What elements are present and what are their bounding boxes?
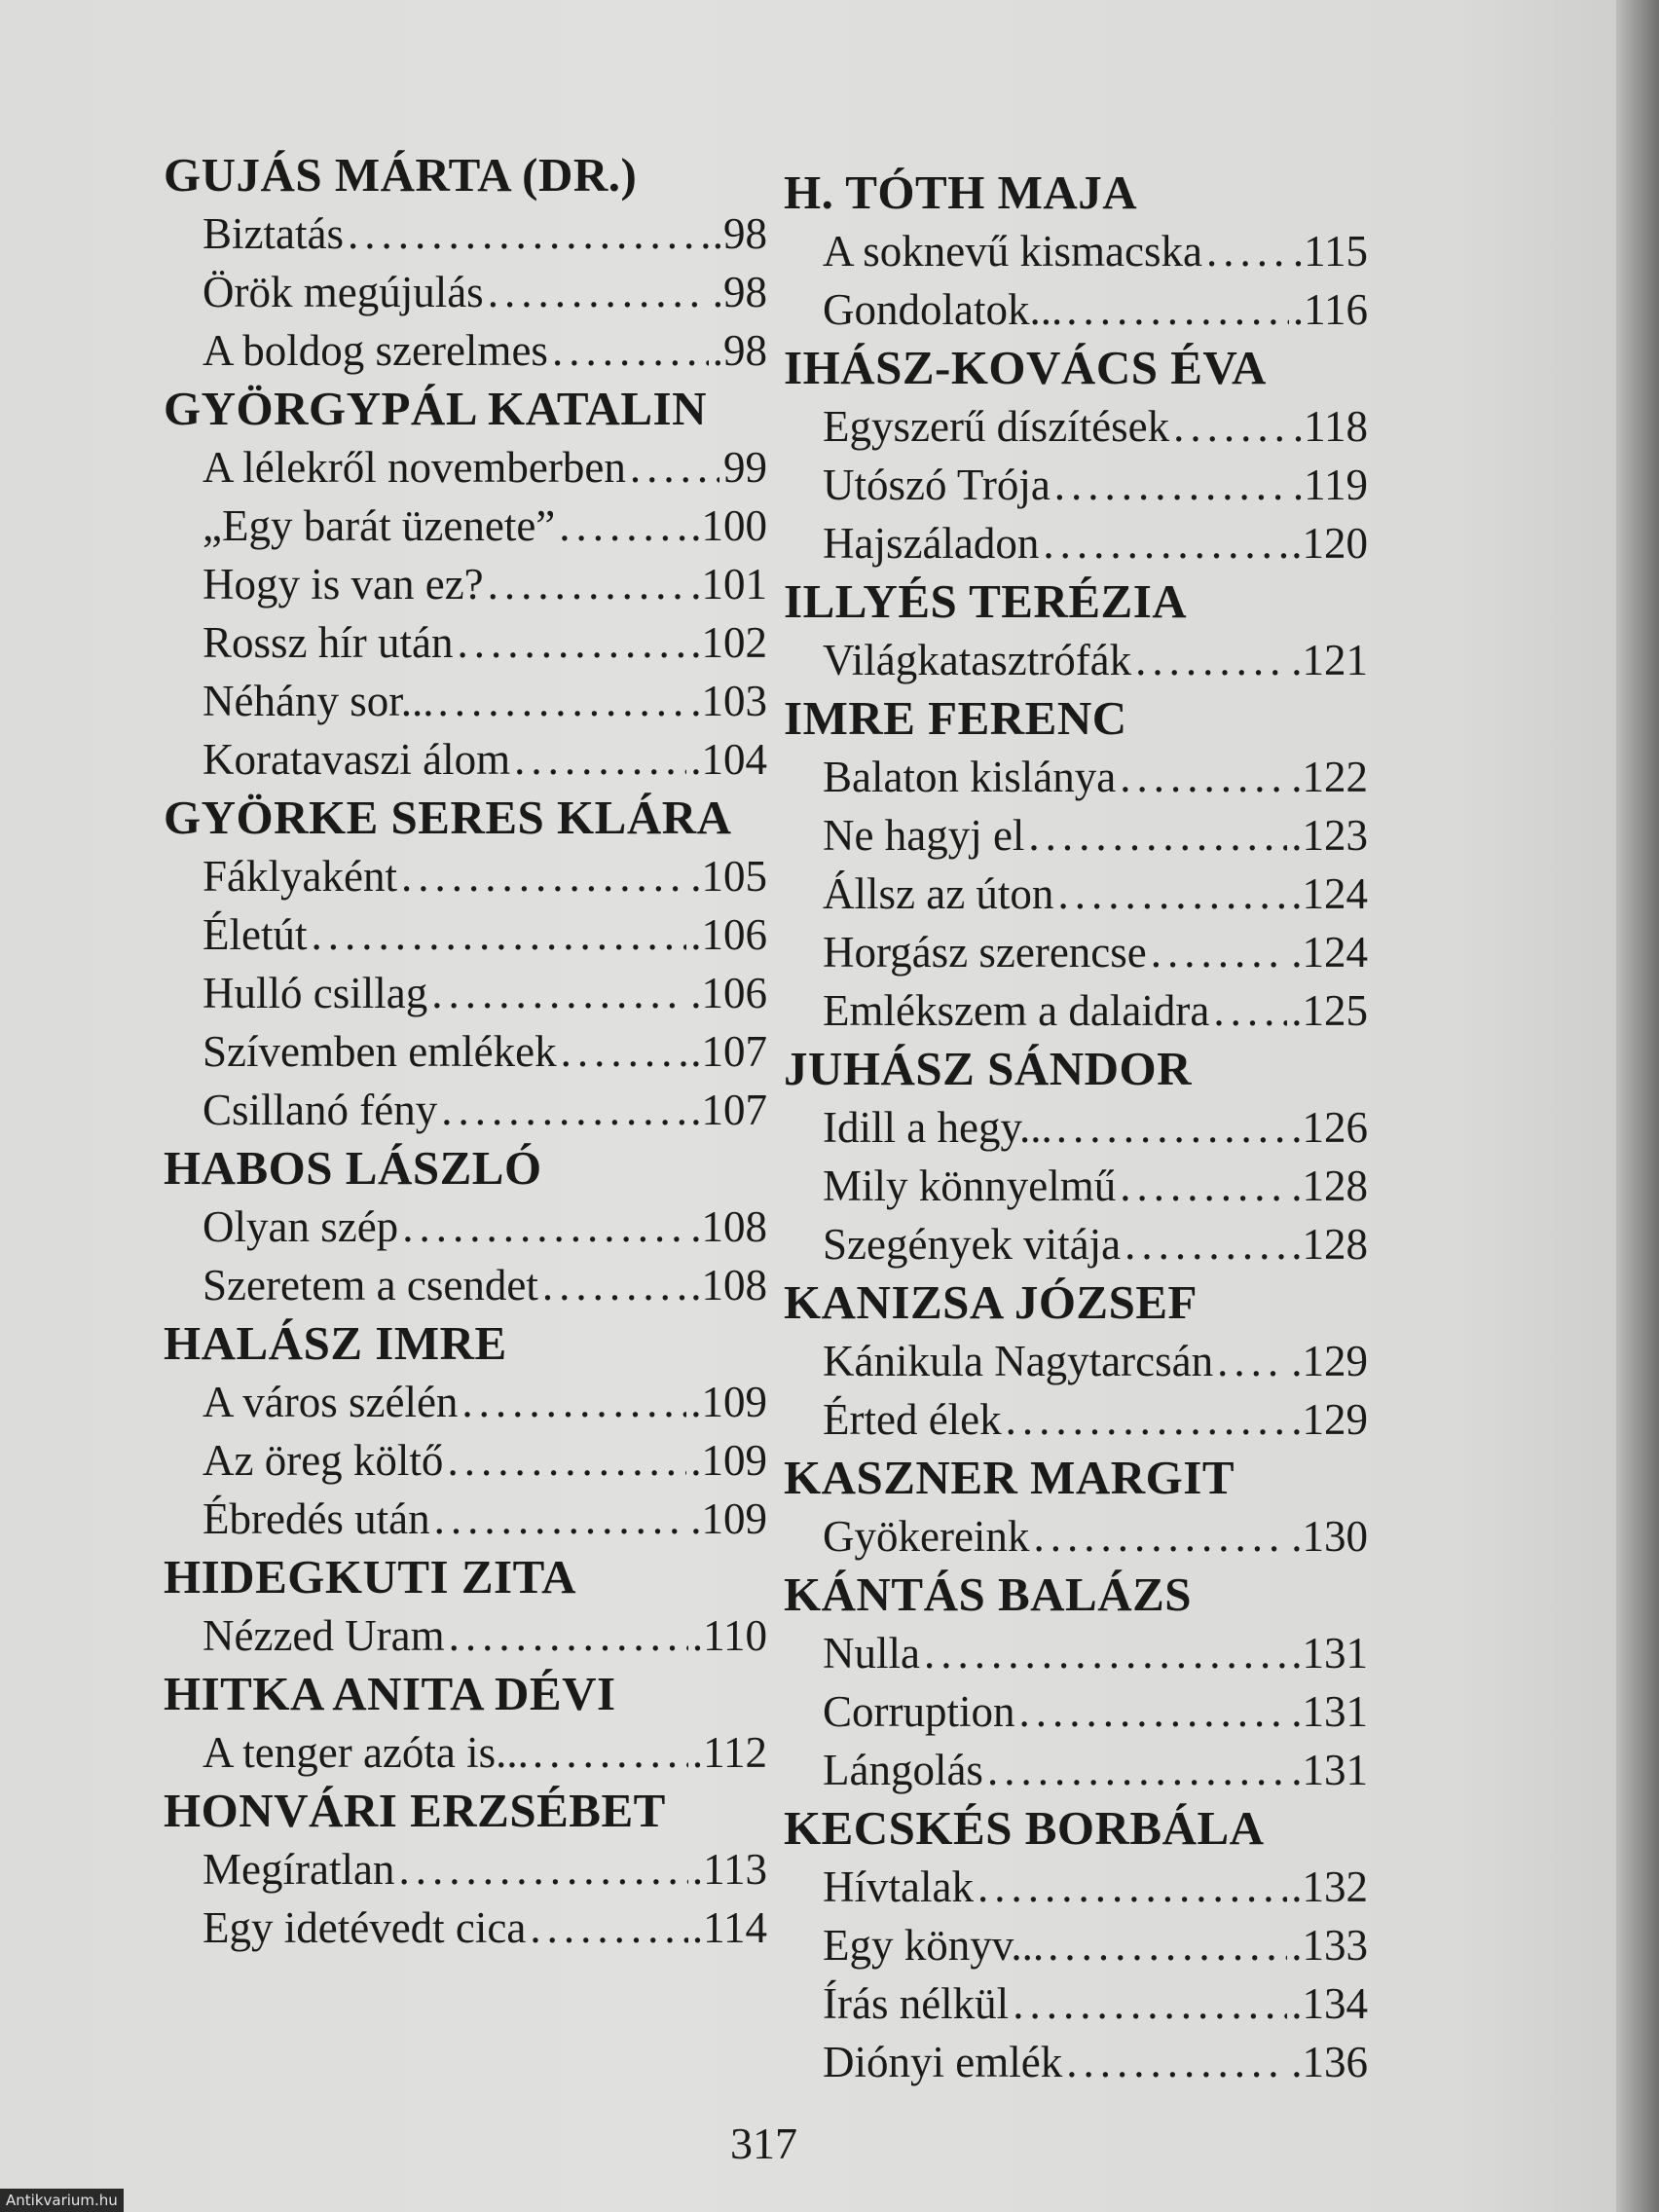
entry-page: .132 [1291,1862,1368,1911]
entry-page: .120 [1291,519,1368,568]
toc-entry [203,1256,767,1314]
entry-title: Állsz az úton [823,869,1054,918]
toc-entry [203,204,767,263]
dot-leader [1019,1682,1288,1741]
entry-page: .116 [1292,285,1368,334]
author-heading: IMRE FERENC [784,691,1127,745]
entry-title: A tenger azóta is... [203,1728,529,1777]
author-heading: JUHÁSZ SÁNDOR [784,1042,1192,1095]
toc-entry [203,847,767,905]
entry-title: Egy idetévedt cica [203,1903,527,1952]
entry-title: Egy könyv... [823,1921,1045,1970]
dot-leader [561,1022,687,1081]
toc-entry [203,1490,767,1548]
watermark: Antikvarium.hu [0,2189,124,2212]
entry-title: Koratavaszi álom [203,735,511,784]
toc-entry [203,263,767,321]
toc-entry [823,1332,1368,1390]
entry-page: .113 [691,1845,767,1894]
entry-page: .106 [690,910,767,959]
entry-page: .129 [1291,1337,1368,1385]
dot-leader [1057,865,1287,923]
entry-title: Nézzed Uram [203,1611,445,1660]
author-heading: KANIZSA JÓZSEF [784,1275,1198,1329]
toc-entry [203,730,767,789]
dot-leader [1217,1332,1287,1390]
entry-page: .109 [690,1378,767,1426]
dot-leader [1135,631,1287,689]
author-heading: KÁNTÁS BALÁZS [784,1567,1193,1621]
entry-title: Horgász szerencse [823,928,1147,977]
dot-leader [1033,1507,1287,1566]
dot-leader [533,1723,688,1782]
toc-entry [203,1899,767,1957]
entry-title: Hívtalak [823,1862,974,1911]
entry-page: .115 [1292,227,1368,276]
entry-title: Ne hagyj el [823,811,1025,860]
dot-leader [977,1858,1287,1916]
entry-title: Csillanó fény [203,1086,438,1134]
entry-page: .126 [1291,1103,1368,1152]
toc-entry [823,923,1368,981]
dot-leader [1048,1916,1287,1974]
entry-page: .131 [1291,1746,1368,1794]
entry-page: .118 [1292,402,1368,451]
toc-entry [203,672,767,730]
toc-entry [823,456,1368,514]
toc-entry [823,1157,1368,1215]
entry-title: Gondolatok... [823,285,1063,334]
entry-page: .122 [1291,753,1368,801]
toc-entry [823,1916,1368,1974]
dot-leader [398,1840,687,1899]
entry-title: Gyökereink [823,1512,1030,1561]
toc-entry [823,280,1368,339]
dot-leader [1054,456,1289,514]
toc-entry [823,631,1368,689]
author-heading: ILLYÉS TERÉZIA [784,574,1188,628]
dot-leader [488,263,709,321]
dot-leader [630,438,719,497]
author-heading: HONVÁRI ERZSÉBET [164,1784,666,1837]
entry-page: .133 [1291,1921,1368,1970]
entry-title: Utószó Trója [823,461,1051,509]
entry-page: 99 [723,443,767,492]
toc-entry [203,497,767,555]
entry-title: Örök megújulás [203,268,484,316]
toc-left-column [164,146,767,1957]
entry-title: Diónyi emlék [823,2038,1063,2086]
toc-entry [823,865,1368,923]
toc-entry [203,1022,767,1081]
entry-title: Írás nélkül [823,1979,1010,2028]
page-number: 317 [730,2119,797,2168]
dot-leader [559,497,686,555]
entry-title: A soknevű kismacska [823,227,1202,276]
entry-title: Szegények vitája [823,1220,1122,1269]
entry-page: .112 [691,1728,767,1777]
entry-title: A lélekről novemberben [203,443,626,492]
dot-leader [1151,923,1287,981]
toc-entry [823,1507,1368,1566]
dot-leader [1120,1157,1287,1215]
entry-page: .98 [712,326,767,375]
entry-page: .109 [690,1494,767,1543]
toc-entry [823,1858,1368,1916]
author-heading: HIDEGKUTI ZITA [164,1550,577,1604]
dot-leader [1213,981,1287,1040]
entry-title: Corruption [823,1687,1015,1736]
dot-leader [1173,397,1289,456]
entry-page: .124 [1291,869,1368,918]
toc-entry [823,748,1368,806]
dot-leader [514,730,686,789]
entry-page: .108 [690,1261,767,1309]
toc-entry [823,514,1368,572]
dot-leader [1066,280,1289,339]
author-heading: GYÖRKE SERES KLÁRA [164,791,732,844]
entry-title: A boldog szerelmes [203,326,548,375]
entry-page: .98 [712,268,767,316]
toc-entry [823,1741,1368,1799]
entry-title: Nulla [823,1629,920,1677]
entry-page: .131 [1291,1687,1368,1736]
entry-title: Emlékszem a dalaidra [823,986,1210,1035]
entry-page: .104 [690,735,767,784]
entry-title: Megíratlan [203,1845,395,1894]
dot-leader [542,1256,686,1314]
entry-title: Világkatasztrófák [823,636,1132,684]
toc-entry [823,981,1368,1040]
toc-entry [823,1624,1368,1682]
dot-leader [434,1490,687,1548]
entry-page: .114 [691,1903,767,1952]
dot-leader [1056,1098,1287,1157]
dot-leader [431,964,686,1022]
dot-leader [402,1198,686,1256]
entry-page: .136 [1291,2038,1368,2086]
entry-page: .98 [712,209,767,258]
entry-page: .129 [1291,1395,1368,1444]
toc-entry [823,1390,1368,1449]
dot-leader [311,905,686,964]
entry-title: Olyan szép [203,1202,399,1251]
toc-entry [823,222,1368,280]
entry-title: Egyszerű díszítések [823,402,1170,451]
entry-page: .131 [1291,1629,1368,1677]
toc-entry [823,2033,1368,2091]
toc-entry [203,613,767,672]
dot-leader [1120,748,1287,806]
author-heading: H. TÓTH MAJA [784,166,1138,219]
page-edge [1616,0,1659,2212]
dot-leader [1206,222,1289,280]
dot-leader [1028,806,1287,865]
dot-leader [1124,1215,1287,1273]
entry-title: Idill a hegy... [823,1103,1052,1152]
dot-leader [447,1431,686,1490]
dot-leader [401,847,686,905]
entry-page: .107 [690,1086,767,1134]
dot-leader [457,613,686,672]
dot-leader [437,672,686,730]
entry-title: Kánikula Nagytarcsán [823,1337,1214,1385]
toc-right-column [784,164,1368,2091]
entry-page: .106 [690,969,767,1017]
entry-page: .130 [1291,1512,1368,1561]
entry-title: Biztatás [203,209,344,258]
entry-page: .121 [1291,636,1368,684]
entry-page: .107 [690,1027,767,1076]
dot-leader [441,1081,686,1139]
entry-title: Hogy is van ez? [203,560,484,608]
toc-entry [823,806,1368,865]
entry-page: .123 [1291,811,1368,860]
dot-leader [924,1624,1287,1682]
entry-title: Ébredés után [203,1494,430,1543]
entry-title: Életút [203,910,308,959]
entry-title: Néhány sor... [203,677,434,725]
entry-page: .108 [690,1202,767,1251]
dot-leader [1006,1390,1288,1449]
dot-leader [1013,1974,1287,2033]
toc-entry [203,1606,767,1665]
toc-entry [203,1723,767,1782]
entry-page: .124 [1291,928,1368,977]
dot-leader [530,1899,688,1957]
entry-page: .105 [690,852,767,901]
toc-entry [823,1974,1368,2033]
entry-page: .102 [690,618,767,667]
entry-title: Mily könnyelmű [823,1161,1117,1210]
author-heading: GYÖRGYPÁL KATALIN [164,382,707,435]
entry-title: Érted élek [823,1395,1002,1444]
toc-entry [823,1215,1368,1273]
dot-leader [348,204,709,263]
toc-entry [203,1840,767,1899]
entry-page: .101 [690,560,767,608]
entry-page: .109 [690,1436,767,1485]
entry-title: Az öreg költő [203,1436,444,1485]
author-heading: HALÁSZ IMRE [164,1316,507,1370]
toc-entry [203,438,767,497]
author-heading: KECSKÉS BORBÁLA [784,1801,1265,1855]
entry-title: Szeretem a csendet [203,1261,538,1309]
toc-entry [203,555,767,613]
entry-page: .100 [690,501,767,550]
dot-leader [488,555,687,613]
dot-leader [552,321,709,380]
toc-entry [823,397,1368,456]
entry-title: Balaton kislánya [823,753,1117,801]
entry-page: .134 [1291,1979,1368,2028]
toc-entry [203,1373,767,1431]
dot-leader [461,1373,686,1431]
toc-entry [203,964,767,1022]
entry-page: .128 [1291,1161,1368,1210]
entry-page: .103 [690,677,767,725]
dot-leader [449,1606,688,1665]
dot-leader [1066,2033,1287,2091]
entry-title: Lángolás [823,1746,983,1794]
toc-entry [203,1431,767,1490]
toc-entry [823,1682,1368,1741]
entry-title: Hulló csillag [203,969,428,1017]
toc-entry [823,1098,1368,1157]
entry-page: .119 [1292,461,1368,509]
author-heading: HITKA ANITA DÉVI [164,1667,616,1720]
entry-title: Hajszáladon [823,519,1040,568]
toc-entry [203,905,767,964]
dot-leader [987,1741,1287,1799]
author-heading: HABOS LÁSZLÓ [164,1141,542,1195]
entry-title: „Egy barát üzenete” [203,501,556,550]
entry-title: Fáklyaként [203,852,397,901]
author-heading: IHÁSZ-KOVÁCS ÉVA [784,341,1267,394]
entry-title: Szívemben emlékek [203,1027,557,1076]
toc-entry [203,1198,767,1256]
toc-entry [203,321,767,380]
author-heading: GUJÁS MÁRTA (DR.) [164,148,638,202]
entry-page: .125 [1291,986,1368,1035]
entry-page: .110 [691,1611,767,1660]
dot-leader [1043,514,1287,572]
entry-title: A város szélén [203,1378,459,1426]
entry-title: Rossz hír után [203,618,454,667]
toc-entry [203,1081,767,1139]
author-heading: KASZNER MARGIT [784,1451,1235,1504]
entry-page: .128 [1291,1220,1368,1269]
